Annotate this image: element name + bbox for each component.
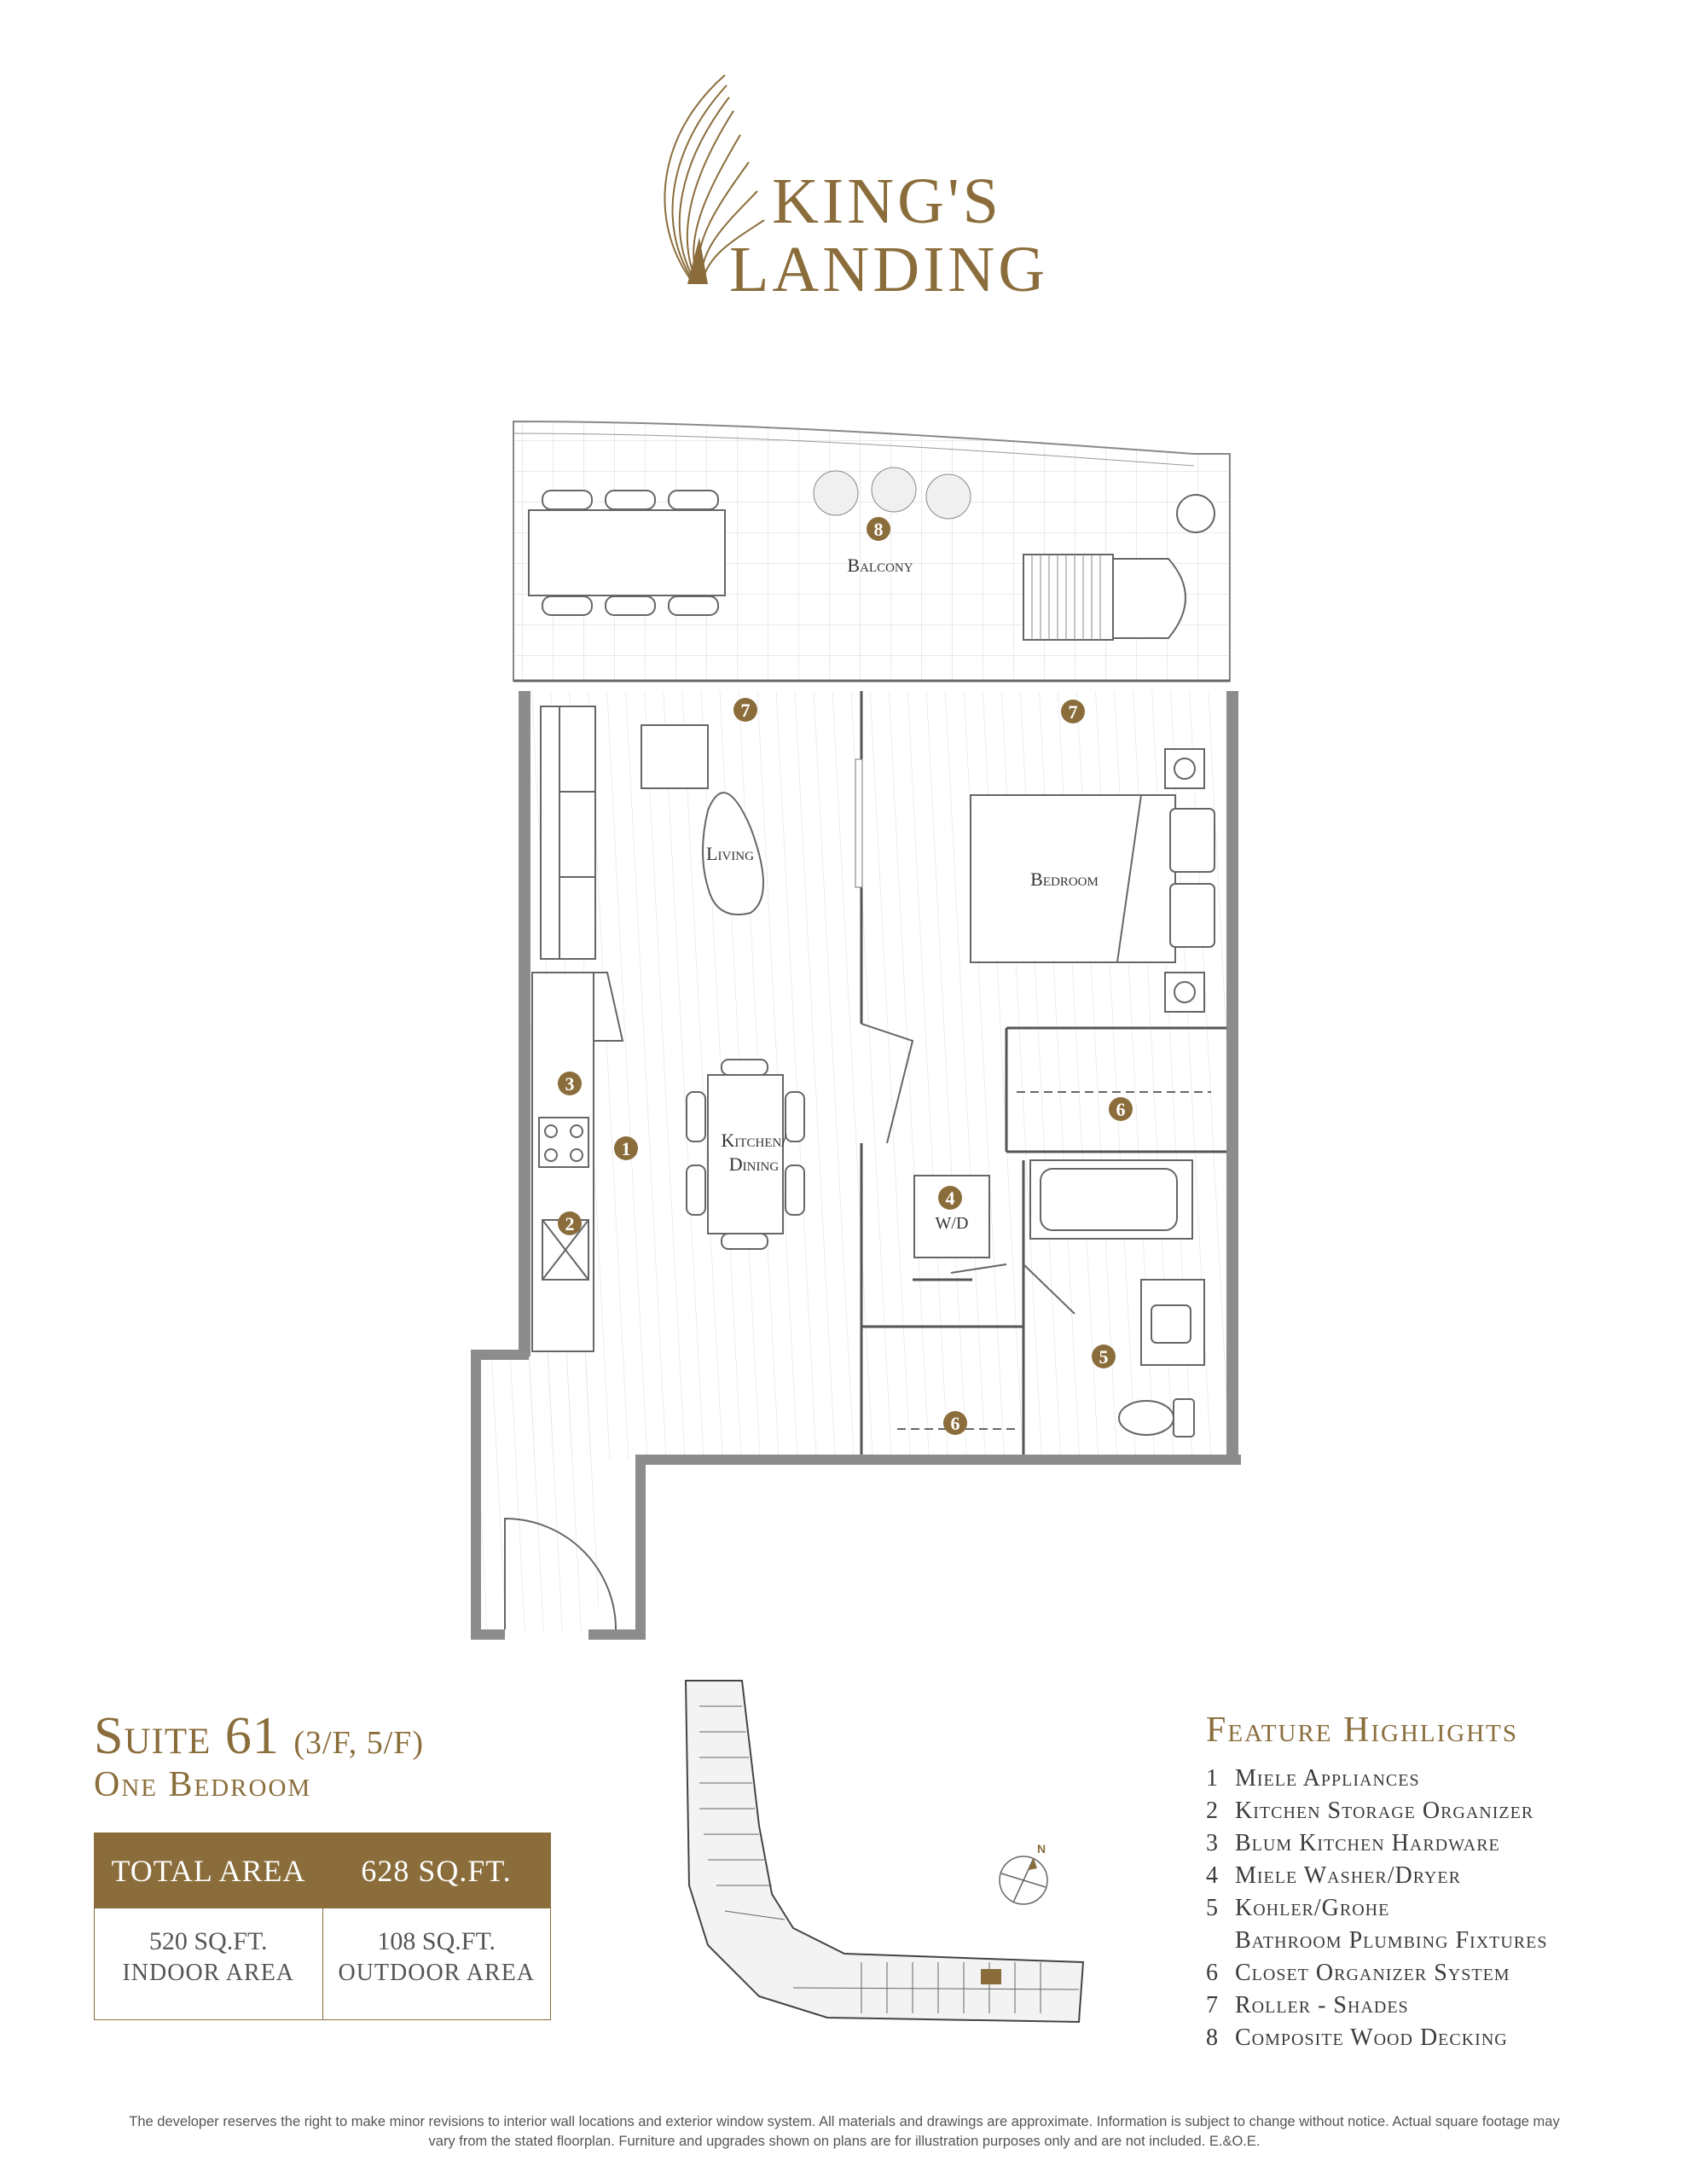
wd-label: W/D (935, 1214, 969, 1233)
brand-wordmark (729, 166, 1049, 305)
brand-line-1: KING'S (772, 166, 1002, 237)
area-header (95, 1833, 550, 1908)
area-breakdown (95, 1908, 550, 2019)
feature-item: 5 Kohler/Grohe Bathroom Plumbing Fixtures (1206, 1895, 1548, 1954)
sofa-icon (541, 706, 595, 959)
marker-7a (733, 698, 757, 722)
outdoor-area-cell (322, 1908, 551, 2019)
suite-name: Suite 61 (94, 1707, 280, 1765)
svg-text:3: 3 (565, 1073, 575, 1095)
marker-6b (943, 1411, 967, 1435)
svg-text:6: 6 (1116, 1099, 1126, 1120)
feature-item: 1 Miele Appliances (1206, 1765, 1420, 1792)
feature-item: 2 Kitchen Storage Organizer (1206, 1798, 1534, 1824)
svg-text:1: 1 (621, 1138, 631, 1159)
kitchen-label-line2: Dining (728, 1153, 780, 1175)
outdoor-area-value: 108 SQ.FT. (377, 1927, 496, 1955)
marker-3 (558, 1072, 582, 1095)
toilet-icon (1119, 1399, 1194, 1437)
marker-1 (614, 1136, 638, 1160)
svg-text:2: 2 (565, 1213, 575, 1234)
feature-highlights (1206, 1710, 1649, 2054)
indoor-area-label: INDOOR AREA (122, 1960, 295, 1986)
total-area-label: TOTAL AREA (111, 1854, 306, 1888)
floor-plan (461, 410, 1262, 1655)
side-table-icon (641, 725, 708, 788)
balcony-area (513, 421, 1230, 681)
marker-7b (1061, 700, 1085, 723)
kitchen-label-line1: Kitchen/ (721, 1130, 787, 1151)
svg-text:4: 4 (945, 1188, 955, 1209)
feature-item: 8 Composite Wood Decking (1206, 2024, 1508, 2051)
indoor-area-value: 520 SQ.FT. (148, 1927, 268, 1955)
marker-2 (558, 1211, 582, 1235)
marker-6a (1109, 1097, 1133, 1121)
suite-floors: (3/F, 5/F) (293, 1725, 425, 1761)
outdoor-area-label: OUTDOOR AREA (338, 1960, 536, 1986)
feature-item: 7 Roller - Shades (1206, 1992, 1409, 2018)
bathtub-icon (1030, 1160, 1192, 1239)
suite-type: One Bedroom (94, 1765, 312, 1804)
compass-icon (1000, 1842, 1047, 1904)
feature-item: 3 Blum Kitchen Hardware (1206, 1830, 1500, 1856)
indoor-area-cell (95, 1908, 322, 2019)
vanity-icon (1141, 1280, 1204, 1365)
features-title: Feature Highlights (1206, 1711, 1518, 1750)
svg-text:6: 6 (950, 1413, 960, 1434)
disclaimer: The developer reserves the right to make minor revisions to interior wall locations and exterior window system. All materials and drawings are approximate. Information is subject to change without notice. Actual square footage may vary from the stated floorplan. Furniture and upgrades shown on plans are for illustration purposes only and are not included. E.&O.E. (129, 2114, 1560, 2149)
bedroom-label: Bedroom (1030, 868, 1099, 890)
brand-line-2: LANDING (729, 234, 1049, 305)
living-label: Living (706, 843, 754, 864)
key-plan (674, 1672, 1100, 2030)
svg-text:8: 8 (873, 519, 884, 540)
marker-5 (1092, 1345, 1116, 1368)
unit-location-marker (981, 1969, 1001, 1984)
feature-item: 4 Miele Washer/Dryer (1206, 1862, 1461, 1889)
marker-8 (867, 517, 890, 541)
feature-item: 6 Closet Organizer System (1206, 1960, 1510, 1986)
marker-4 (938, 1186, 962, 1210)
suite-title (94, 1706, 424, 1767)
svg-text:7: 7 (1068, 701, 1078, 723)
total-area-value: 628 SQ.FT. (361, 1854, 512, 1888)
compass-north: N (1037, 1842, 1046, 1856)
svg-text:7: 7 (740, 700, 751, 721)
balcony-label: Balcony (847, 555, 913, 576)
svg-text:5: 5 (1099, 1346, 1109, 1368)
area-table (94, 1833, 551, 2020)
